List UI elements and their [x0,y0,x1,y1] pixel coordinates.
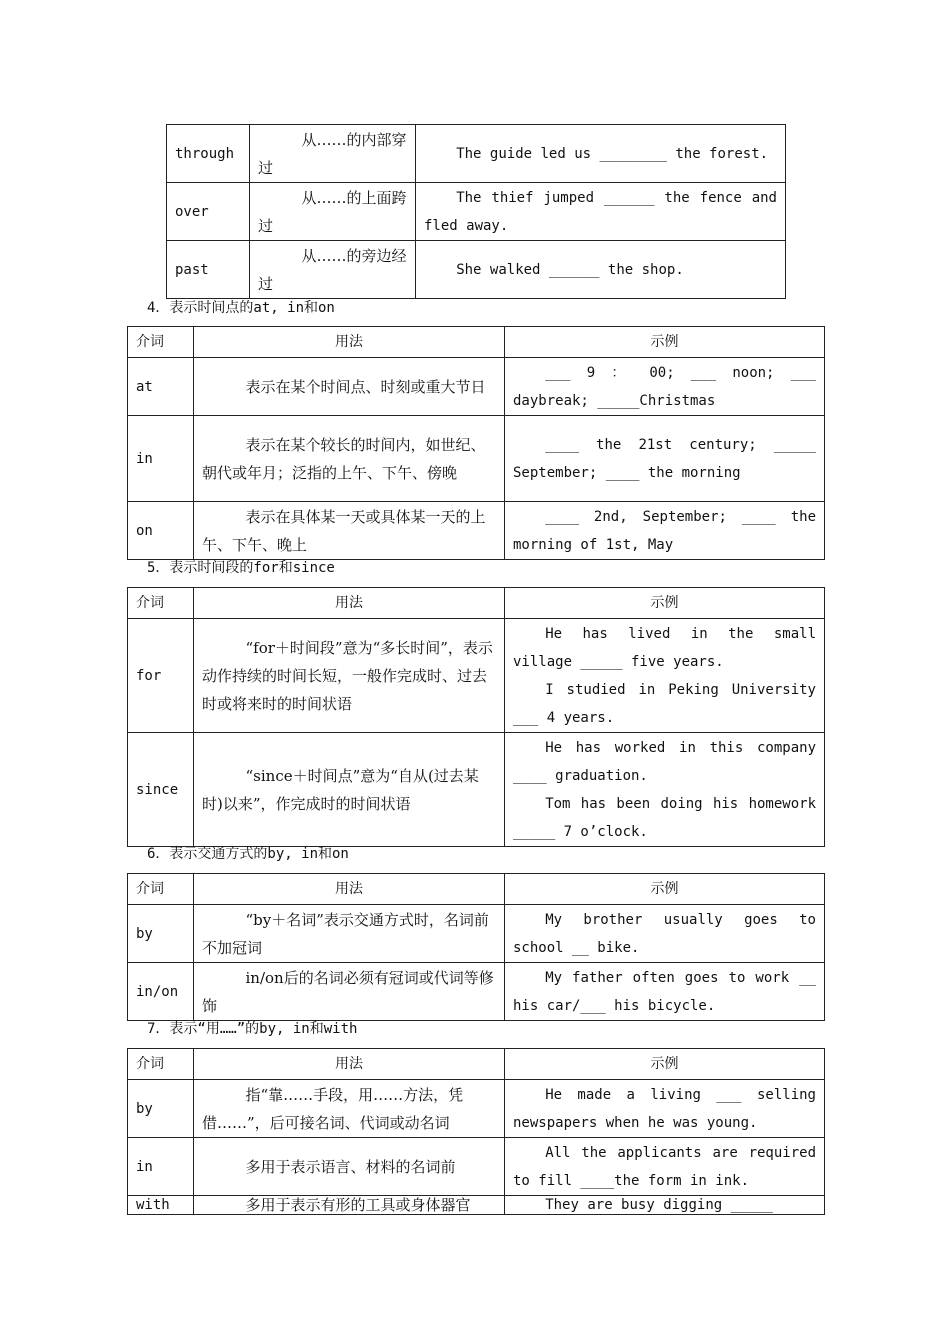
example-text: The thief jumped ______ the fence and fled away. [424,189,777,234]
usage-cell: 从……的内部穿过 [250,125,416,183]
table-row [128,963,825,1021]
example-cell [505,733,825,847]
usage-cell: 从……的旁边经过 [250,241,416,299]
table-row [128,502,825,560]
header-prep: 介词 [128,874,194,905]
section-heading-5: 5．表示时间段的for和since [147,560,335,576]
usage-cell: 多用于表示有形的工具或身体器官 [194,1196,505,1215]
example-text: ____ 2nd, September; ____ the morning of 1st, May [513,508,816,553]
header-usage: 用法 [194,327,505,358]
section-heading-6: 6．表示交通方式的by, in和on [147,846,349,862]
example-text: All the applicants are required to fill ____the form in ink. [513,1144,816,1189]
table-row [128,905,825,963]
prep-cell: with [128,1196,194,1215]
prep-cell: at [128,358,194,416]
example-text: He made a living ___ selling newspapers when he was young. [513,1086,816,1131]
table-row [167,125,786,183]
usage-cell: 从……的上面跨过 [250,183,416,241]
example-cell [416,125,786,183]
usage-cell: 表示在具体某一天或具体某一天的上午、下午、晚上 [194,502,505,560]
usage-cell: 表示在某个较长的时间内，如世纪、朝代或年月；泛指的上午、下午、傍晚 [194,416,505,502]
example-text: He has worked in this company ____ graduation. [513,739,816,784]
table-row [167,241,786,299]
example-text: I studied in Peking University ___ 4 years. [513,681,816,726]
table-means [127,1048,825,1215]
table-header-row [128,1049,825,1080]
prep-cell: since [128,733,194,847]
prep-cell: by [128,1080,194,1138]
example-text: My father often goes to work __ his car/___ his bicycle. [513,969,816,1014]
usage-cell: “since＋时间点”意为“自从(过去某时)以来”，作完成时的时间状语 [194,733,505,847]
prep-cell: in [128,416,194,502]
example-text: She walked ______ the shop. [456,261,684,278]
prep-cell: by [128,905,194,963]
example-text: ____ the 21st century; _____ September; ____ the morning [513,436,816,481]
header-usage: 用法 [194,588,505,619]
example-cell [416,183,786,241]
example-cell [505,416,825,502]
prep-cell: for [128,619,194,733]
table-header-row [128,874,825,905]
usage-cell: “for＋时间段”意为“多长时间”，表示动作持续的时间长短，一般作完成时、过去时或将来时的时间状语 [194,619,505,733]
example-text: My brother usually goes to school __ bike. [513,911,816,956]
example-text: ___ 9 ： 00; ___ noon; ___ daybreak; _____Christmas [513,364,816,409]
table-row [128,1138,825,1196]
example-cell [505,1138,825,1196]
example-cell [505,905,825,963]
table-header-row [128,327,825,358]
header-prep: 介词 [128,1049,194,1080]
prep-cell: in [128,1138,194,1196]
example-cell [505,358,825,416]
table-header-row [128,588,825,619]
example-cell [505,619,825,733]
section-heading-7: 7．表示“用……”的by, in和with [147,1021,358,1037]
example-text: He has lived in the small village _____ five years. [513,625,816,670]
table-row [128,733,825,847]
header-example: 示例 [505,588,825,619]
header-prep: 介词 [128,327,194,358]
usage-cell: in/on后的名词必须有冠词或代词等修饰 [194,963,505,1021]
header-example: 示例 [505,874,825,905]
example-cell [505,1196,825,1215]
usage-cell: 指“靠……手段，用……方法，凭借……”，后可接名词、代词或动名词 [194,1080,505,1138]
prep-cell: in/on [128,963,194,1021]
prep-cell: past [167,241,250,299]
header-prep: 介词 [128,588,194,619]
header-usage: 用法 [194,1049,505,1080]
table-time-periods [127,587,825,847]
table-row [128,619,825,733]
section-heading-4: 4．表示时间点的at, in和on [147,300,335,316]
example-cell [505,963,825,1021]
table-row [128,358,825,416]
prep-cell: over [167,183,250,241]
example-cell [416,241,786,299]
example-text: Tom has been doing his homework _____ 7 o’clock. [513,795,816,840]
usage-cell: “by＋名词”表示交通方式时，名词前不加冠词 [194,905,505,963]
prep-cell: on [128,502,194,560]
header-example: 示例 [505,1049,825,1080]
table-row [167,183,786,241]
table-row [128,1196,825,1215]
table-time-points [127,326,825,560]
table-motion [166,124,786,299]
header-usage: 用法 [194,874,505,905]
table-transport [127,873,825,1021]
example-text: They are busy digging _____ [545,1197,773,1213]
example-cell [505,502,825,560]
usage-cell: 多用于表示语言、材料的名词前 [194,1138,505,1196]
example-cell [505,1080,825,1138]
prep-cell: through [167,125,250,183]
header-example: 示例 [505,327,825,358]
usage-cell: 表示在某个时间点、时刻或重大节日 [194,358,505,416]
example-text: The guide led us ________ the forest. [456,145,769,162]
table-row [128,1080,825,1138]
table-row [128,416,825,502]
